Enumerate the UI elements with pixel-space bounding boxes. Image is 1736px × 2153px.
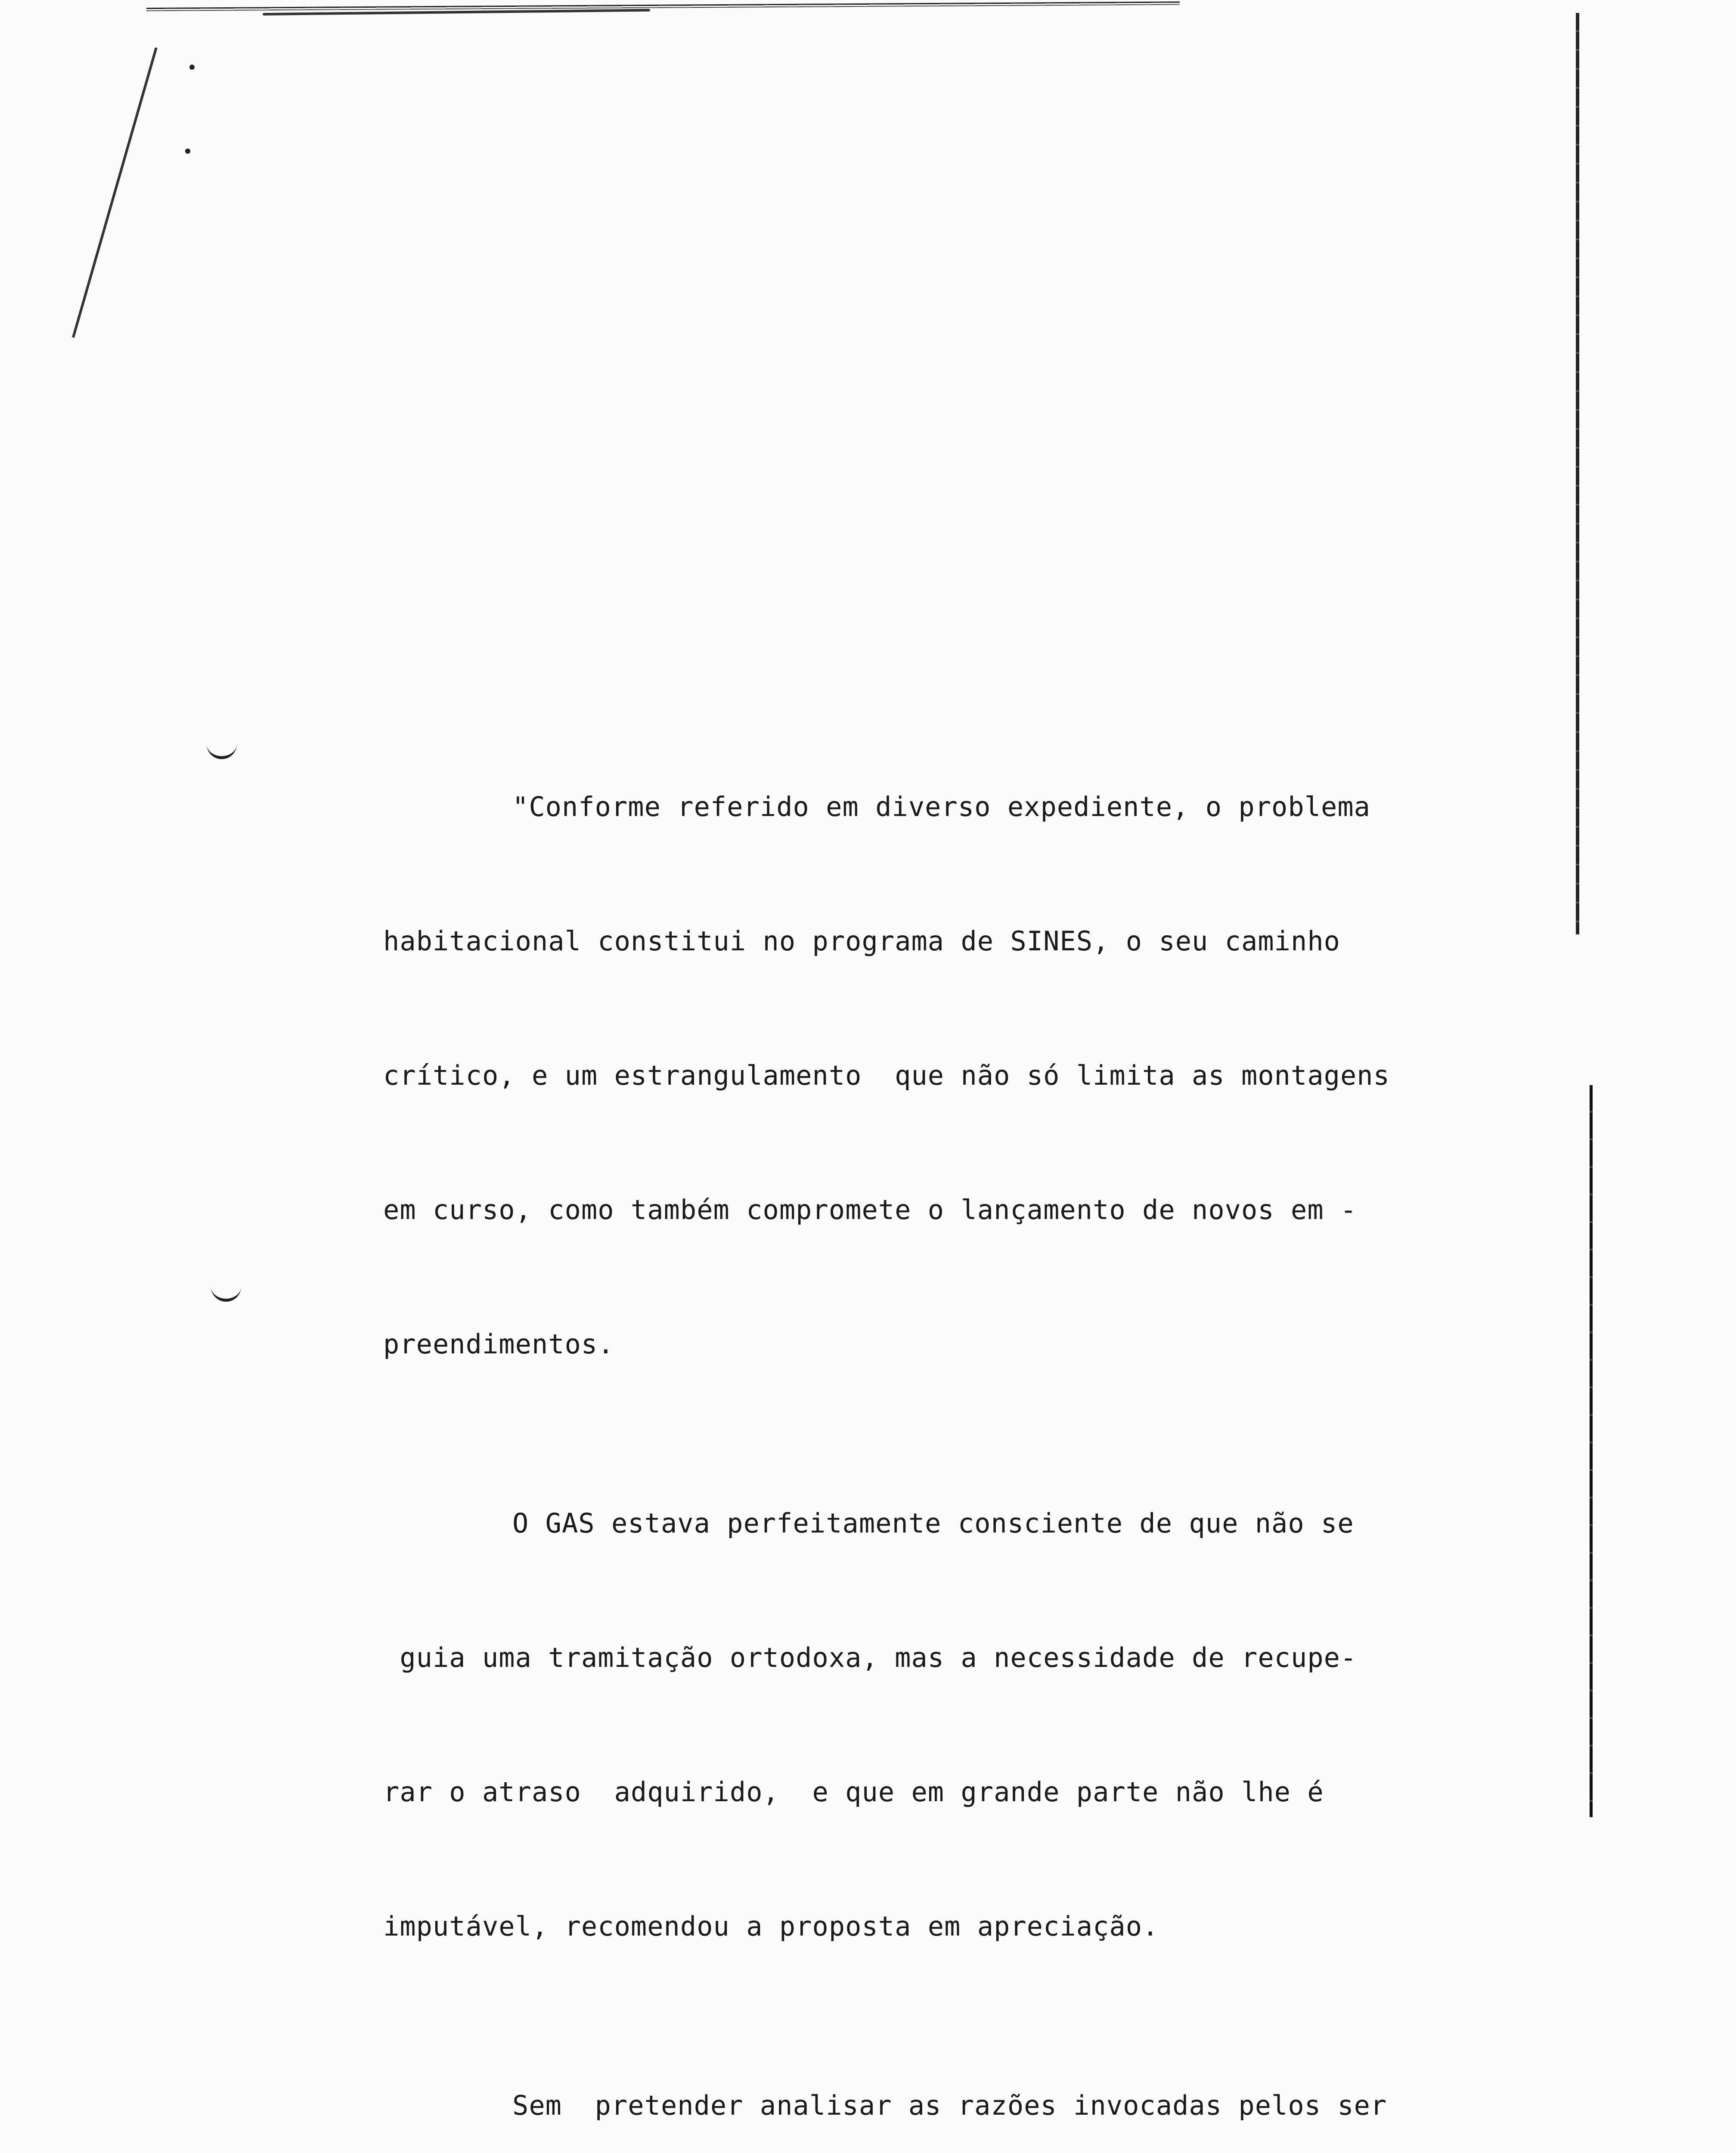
margin-dot <box>189 65 195 70</box>
text-line: preendimentos. <box>383 1328 614 1360</box>
margin-pencil-stroke <box>72 47 158 338</box>
text-line: rar o atraso adquirido, e que em grande parte não lhe é <box>383 1776 1324 1808</box>
text-line: "Conforme referido em diverso expediente, o problema <box>512 791 1371 822</box>
right-edge-shadow-lower <box>1590 1085 1593 1817</box>
top-edge-rule <box>146 1 1180 11</box>
right-edge-shadow <box>1576 13 1579 934</box>
margin-dot <box>185 149 190 154</box>
memo-text <box>383 650 1460 2153</box>
text-line: em curso, como também compromete o lançamento de novos em - <box>383 1194 1357 1225</box>
text-line: Sem pretender analisar as razões invocadas pelos ser <box>512 2090 1387 2121</box>
text-line: O GAS estava perfeitamente consciente de que não se <box>512 1508 1354 1539</box>
binder-hole-upper <box>207 741 237 759</box>
text-line: crítico, e um estrangulamento que não só limita as montagens <box>383 1060 1390 1091</box>
binder-hole-lower <box>211 1283 241 1302</box>
text-line: guia uma tramitação ortodoxa, mas a necessidade de recupe- <box>383 1642 1357 1673</box>
text-line: imputável, recomendou a proposta em apreciação. <box>383 1911 1159 1942</box>
text-line: habitacional constitui no programa de SINES, o seu caminho <box>383 925 1340 957</box>
